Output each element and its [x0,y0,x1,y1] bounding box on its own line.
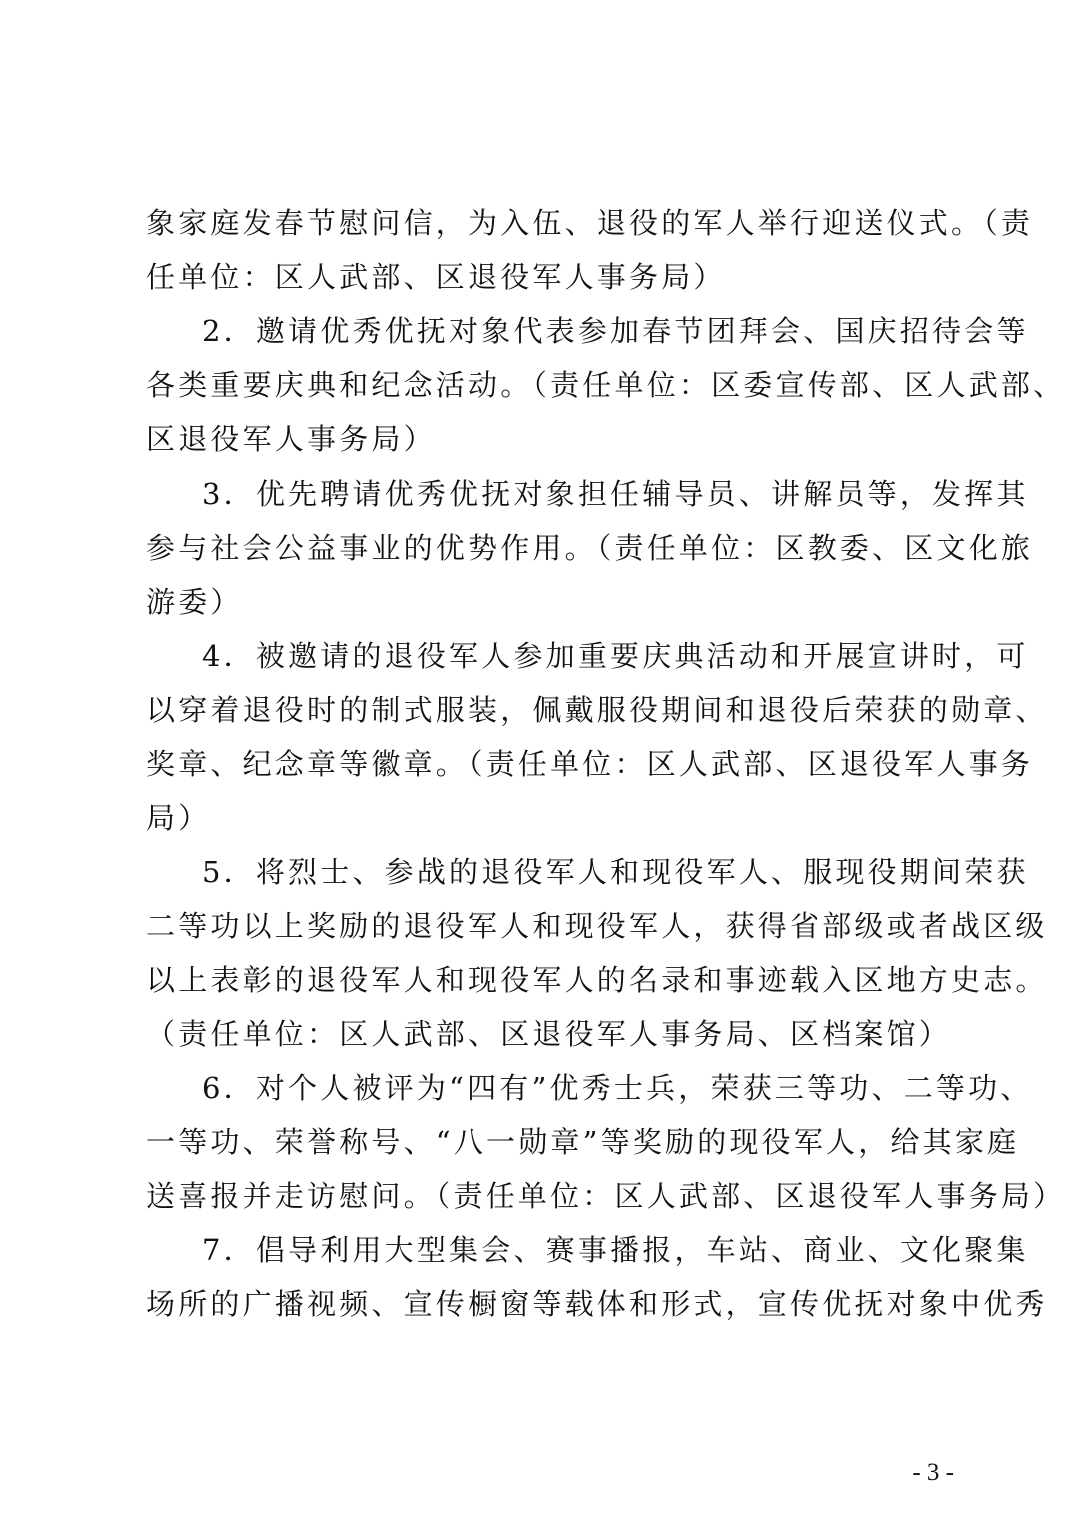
text-line-1: 象家庭发春节慰问信，为入伍、退役的军人举行迎送仪式。（责 [146,206,1034,240]
text-line-7: 参与社会公益事业的优势作用。（责任单位：区教委、区文化旅 [146,531,1034,565]
text-line-12: 局） [146,801,211,835]
text-line-13: 5．将烈士、参战的退役军人和现役军人、服现役期间荣获 [202,855,1029,889]
text-line-10: 以穿着退役时的制式服装，佩戴服役期间和退役后荣获的勋章、 [146,693,1048,727]
text-line-9: 4．被邀请的退役军人参加重要庆典活动和开展宣讲时，可 [202,639,1029,673]
text-line-14: 二等功以上奖励的退役军人和现役军人，获得省部级或者战区级 [146,909,1048,943]
text-line-8: 游委） [146,585,243,619]
text-line-18: 一等功、荣誉称号、“八一勋章”等奖励的现役军人，给其家庭 [146,1125,1020,1159]
text-line-16: （责任单位：区人武部、区退役军人事务局、区档案馆） [146,1017,952,1051]
page-number: - 3 - [912,1459,954,1486]
text-line-21: 场所的广播视频、宣传橱窗等载体和形式，宣传优抚对象中优秀 [146,1287,1048,1321]
text-line-17: 6．对个人被评为“四有”优秀士兵，荣获三等功、二等功、 [202,1071,1033,1105]
text-line-20: 7．倡导利用大型集会、赛事播报，车站、商业、文化聚集 [202,1233,1029,1267]
text-line-5: 区退役军人事务局） [146,422,436,456]
text-line-19: 送喜报并走访慰问。（责任单位：区人武部、区退役军人事务局） [146,1179,1066,1213]
text-line-3: 2．邀请优秀优抚对象代表参加春节团拜会、国庆招待会等 [202,314,1029,348]
text-line-4: 各类重要庆典和纪念活动。（责任单位：区委宣传部、区人武部、 [146,368,1066,402]
text-line-11: 奖章、纪念章等徽章。（责任单位：区人武部、区退役军人事务 [146,747,1034,781]
text-line-2: 任单位：区人武部、区退役军人事务局） [146,260,726,294]
text-line-6: 3．优先聘请优秀优抚对象担任辅导员、讲解员等，发挥其 [202,477,1029,511]
text-line-15: 以上表彰的退役军人和现役军人的名录和事迹载入区地方史志。 [146,963,1048,997]
